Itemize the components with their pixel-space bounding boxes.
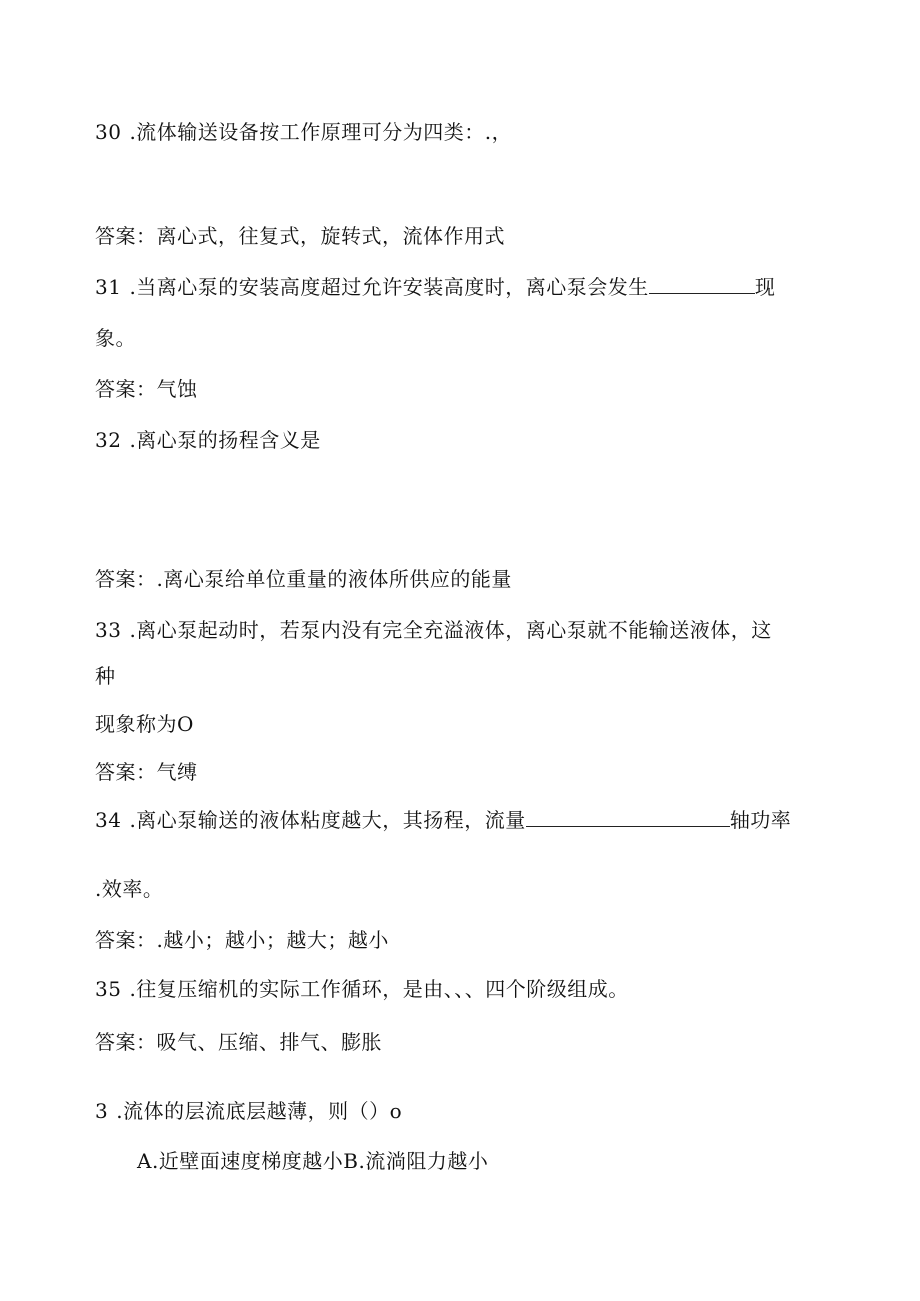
option-text: A.近壁面速度梯度越小B.流淌阻力越小 <box>137 1149 489 1173</box>
answer-35 <box>95 1028 382 1056</box>
question-31 <box>95 273 775 301</box>
question-number: 34 <box>95 808 122 832</box>
answer-text: 答案：离心式，往复式，旋转式，流体作用式 <box>95 224 505 248</box>
question-text: .往复压缩机的实际工作循环，是由、、、四个阶级组成。 <box>129 977 629 1001</box>
answer-33 <box>95 758 198 786</box>
answer-text: 答案：.越小；越小；越大；越小 <box>95 928 389 952</box>
fill-blank <box>526 808 730 827</box>
question-30 <box>95 118 512 146</box>
option-line <box>137 1147 488 1175</box>
question-34 <box>95 806 791 834</box>
question-number: 33 <box>95 618 122 642</box>
answer-text: 答案：.离心泵给单位重量的液体所供应的能量 <box>95 567 512 591</box>
question-text: .当离心泵的安装高度超过允许安装高度时，离心泵会发生 <box>129 275 649 299</box>
question-text: .效率。 <box>95 877 164 901</box>
question-number: 3 <box>95 1099 109 1123</box>
question-33 <box>95 616 772 644</box>
question-text: 象。 <box>95 326 136 350</box>
answer-text: 答案：气缚 <box>95 760 198 784</box>
question-number: 31 <box>95 275 122 299</box>
question-text: 种 <box>95 664 116 688</box>
question-32 <box>95 426 321 454</box>
question-3 <box>95 1097 402 1125</box>
question-34-cont <box>95 875 163 903</box>
answer-34 <box>95 926 389 954</box>
question-31-cont <box>95 324 136 352</box>
question-text: .流体的层流底层越薄，则（）o <box>116 1099 403 1123</box>
question-text-cont: 现 <box>754 275 776 299</box>
question-text: .离心泵起动时，若泵内没有完全充溢液体，离心泵就不能输送液体，这 <box>129 618 772 642</box>
question-text: .流体输送设备按工作原理可分为四类：.， <box>129 120 513 144</box>
answer-text: 答案：气蚀 <box>95 377 198 401</box>
question-33-cont <box>95 662 116 690</box>
question-number: 30 <box>95 120 122 144</box>
question-text: 现象称为O <box>95 712 194 736</box>
question-33-cont <box>95 710 194 738</box>
answer-30 <box>95 222 505 250</box>
question-text: .离心泵的扬程含义是 <box>129 428 321 452</box>
answer-text: 答案：吸气、压缩、排气、膨胀 <box>95 1030 382 1054</box>
question-text-cont: 轴功率 <box>729 808 792 832</box>
question-number: 35 <box>95 977 122 1001</box>
question-number: 32 <box>95 428 122 452</box>
question-35 <box>95 975 629 1003</box>
fill-blank <box>649 275 755 294</box>
question-text: .离心泵输送的液体粘度越大，其扬程，流量 <box>129 808 526 832</box>
answer-31 <box>95 375 198 403</box>
answer-32 <box>95 565 512 593</box>
